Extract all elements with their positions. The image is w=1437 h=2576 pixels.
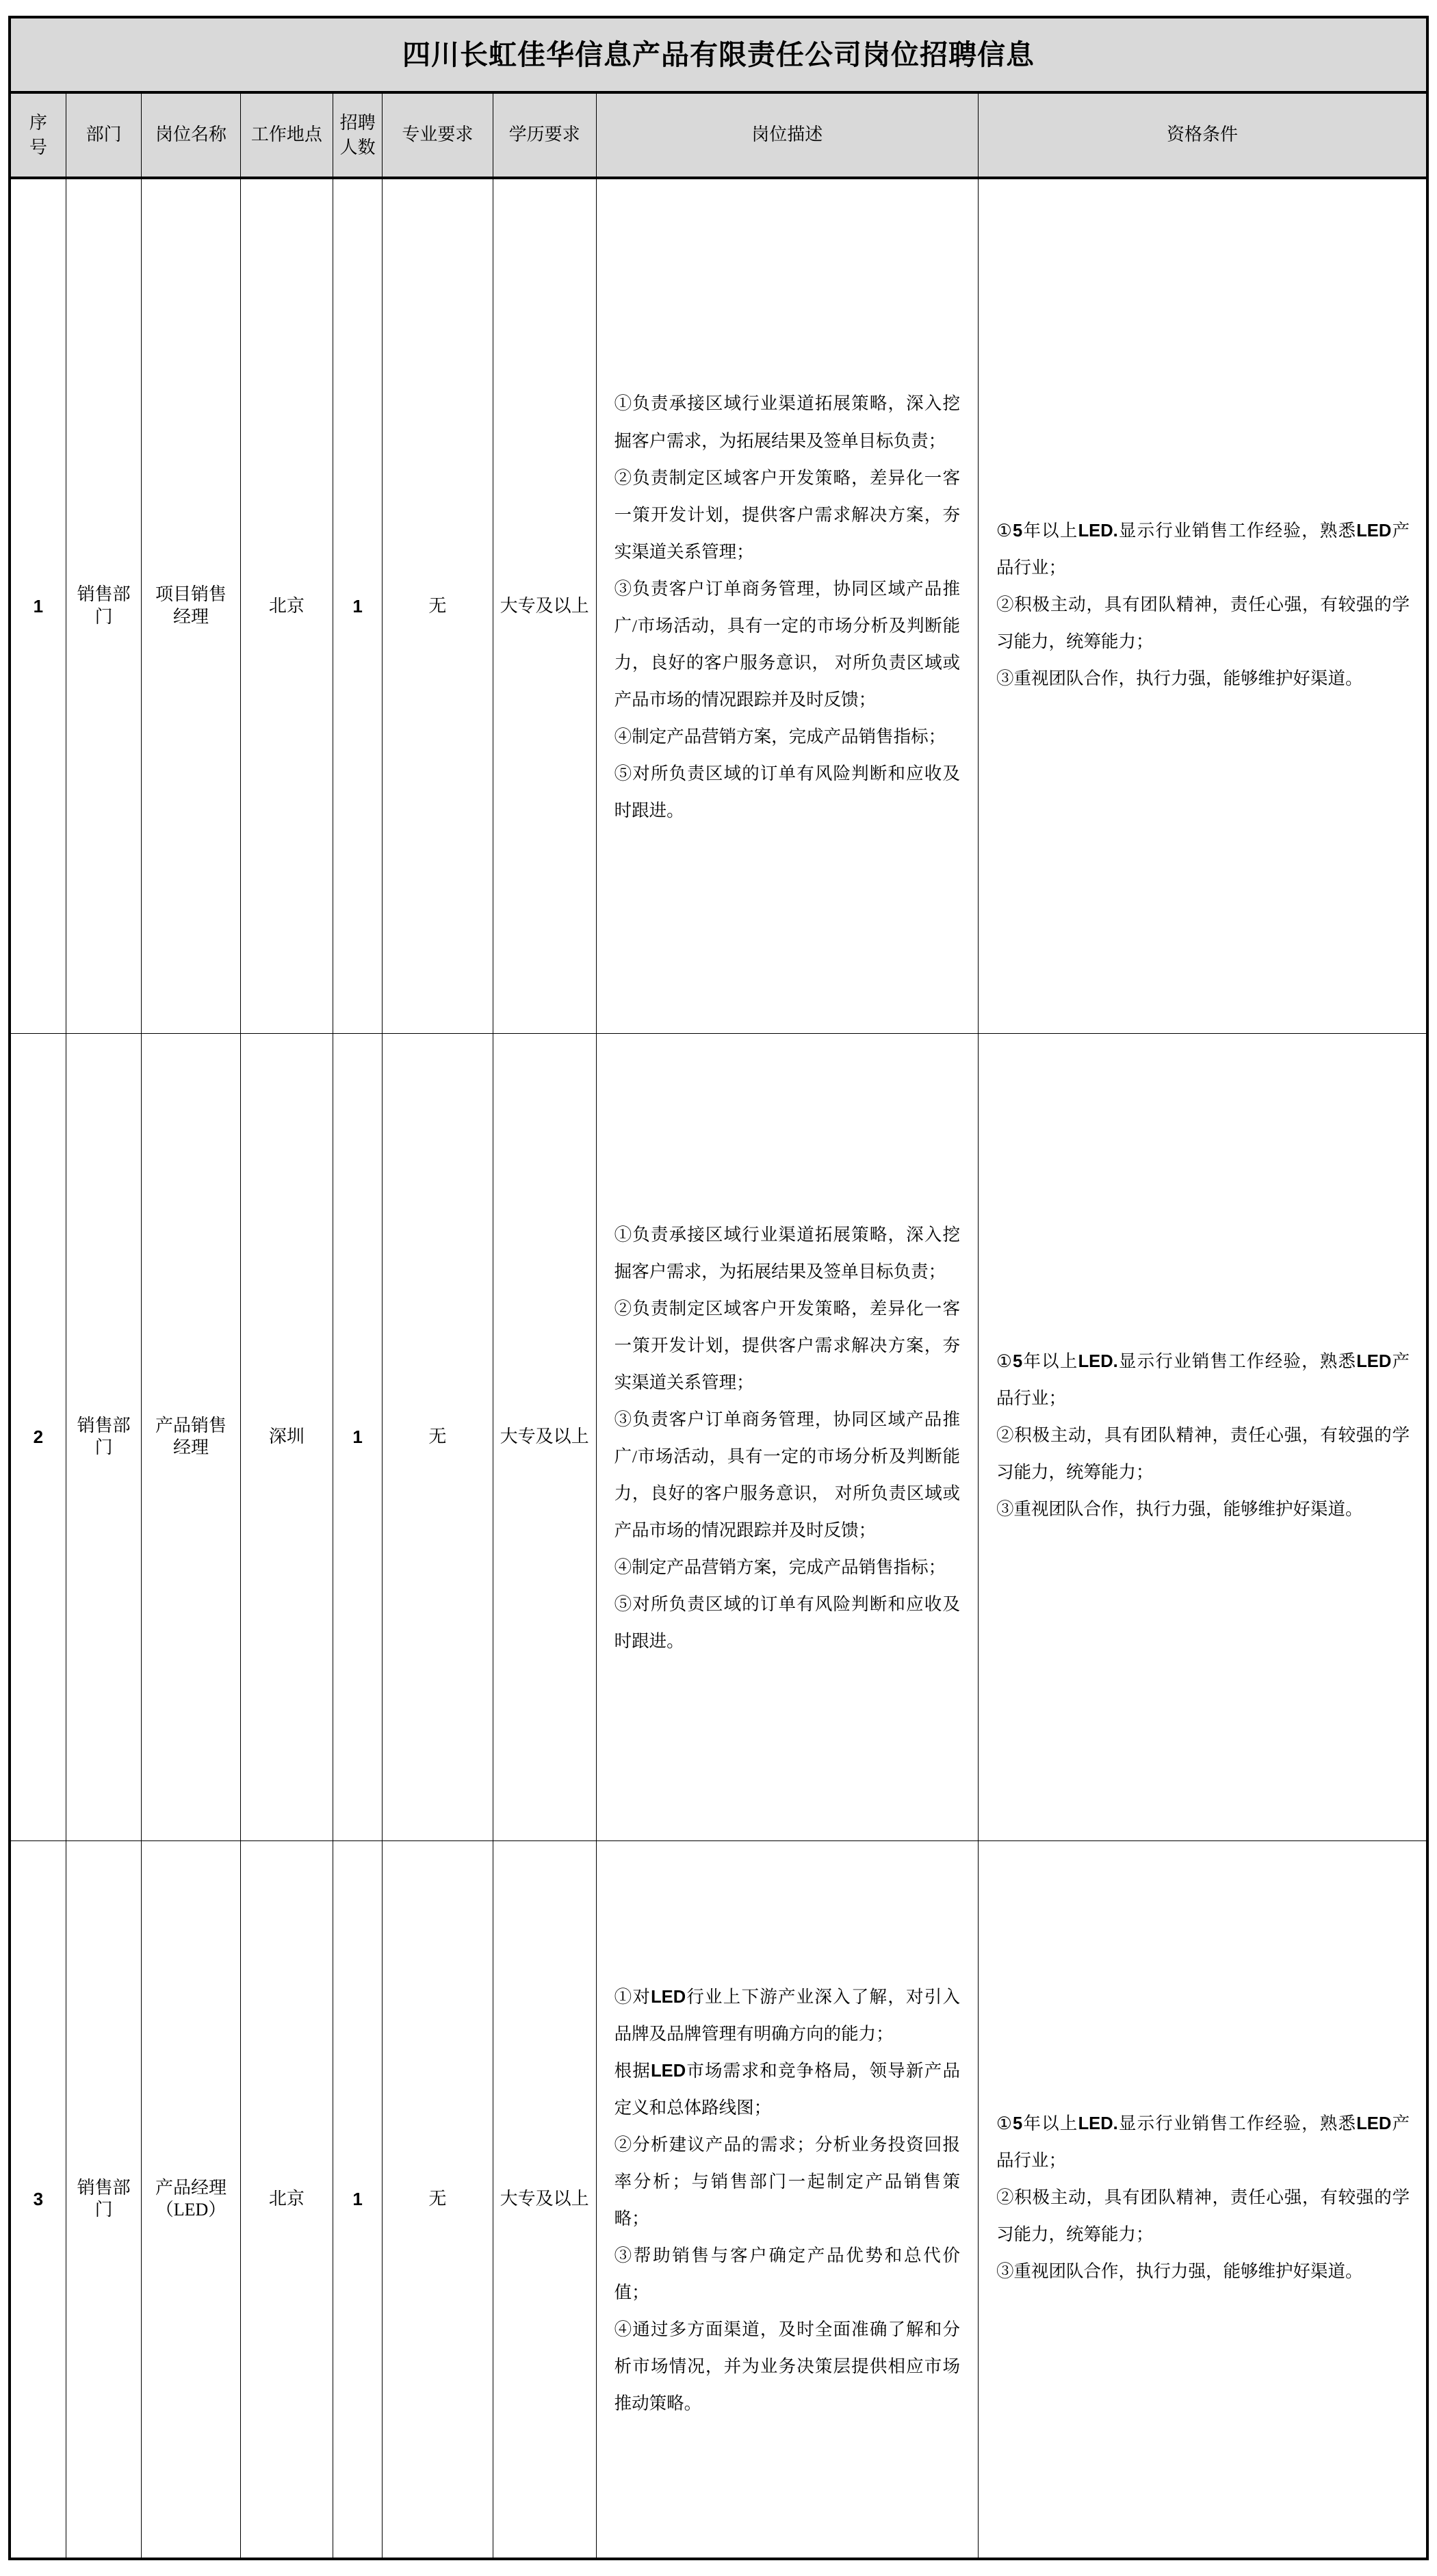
cell-headcount: 1 — [333, 1033, 383, 1840]
column-header-seq — [10, 92, 66, 178]
cell-work-location: 深圳 — [240, 1033, 333, 1840]
column-header-post-name: 岗位名称 — [142, 92, 240, 178]
cell-post-name: 项目销售经理 — [142, 178, 240, 1033]
cell-qualification — [978, 1033, 1427, 1840]
list-item: ②积极主动，具有团队精神，责任心强，有较强的学习能力，统筹能力； — [996, 1424, 1410, 1483]
column-header-seq-line2: 号 — [29, 137, 47, 157]
list-item: ②负责制定区域客户开发策略，差异化一客一策开发计划，提供客户需求解决方案，夯实渠道关系管理； — [614, 1298, 960, 1392]
cell-qualification — [978, 1840, 1427, 2559]
cell-work-location: 北京 — [240, 1840, 333, 2559]
qualification-list — [979, 1329, 1426, 1544]
column-header-work-location: 工作地点 — [240, 92, 333, 178]
column-header-qualification: 资格条件 — [978, 92, 1427, 178]
list-item: ①5年以上LED.显示行业销售工作经验，熟悉LED产品行业； — [996, 520, 1410, 577]
column-header-headcount-line2: 人数 — [339, 137, 376, 157]
column-header-major-requirement: 专业要求 — [383, 92, 493, 178]
list-item: ⑤对所负责区域的订单有风险判断和应收及时跟进。 — [614, 763, 960, 820]
list-item: ③帮助销售与客户确定产品优势和总代价值； — [614, 2246, 960, 2303]
list-item: ②分析建议产品的需求；分析业务投资回报率分析；与销售部门一起制定产品销售策略； — [614, 2135, 960, 2229]
list-item: ①5年以上LED.显示行业销售工作经验，熟悉LED产品行业； — [996, 1351, 1410, 1408]
list-item: ②积极主动，具有团队精神，责任心强，有较强的学习能力，统筹能力； — [996, 2187, 1410, 2245]
cell-post-name: 产品销售经理 — [142, 1033, 240, 1840]
cell-headcount: 1 — [333, 1840, 383, 2559]
table-row — [10, 1033, 1427, 1840]
cell-seq: 3 — [10, 1840, 66, 2559]
cell-major-requirement: 无 — [383, 1840, 493, 2559]
cell-work-location: 北京 — [240, 178, 333, 1033]
table-title-cell — [10, 17, 1427, 92]
column-header-headcount — [333, 92, 383, 178]
list-item: ①对LED行业上下游产业深入了解，对引入品牌及品牌管理有明确方向的能力； — [614, 1986, 960, 2044]
list-item: ⑤对所负责区域的订单有风险判断和应收及时跟进。 — [614, 1594, 960, 1652]
column-header-headcount-line1: 招聘 — [339, 113, 376, 133]
recruitment-table — [8, 16, 1429, 2560]
list-item: ③重视团队合作，执行力强，能够维护好渠道。 — [996, 668, 1363, 688]
table-body — [10, 178, 1427, 2559]
job-description-list — [597, 1196, 978, 1678]
column-header-education-requirement: 学历要求 — [493, 92, 596, 178]
page-title: 四川长虹佳华信息产品有限责任公司岗位招聘信息 — [402, 39, 1035, 70]
cell-education-requirement: 大专及以上 — [493, 178, 596, 1033]
list-item: ③重视团队合作，执行力强，能够维护好渠道。 — [996, 2261, 1363, 2282]
cell-job-description — [596, 1033, 978, 1840]
cell-seq: 1 — [10, 178, 66, 1033]
cell-headcount: 1 — [333, 178, 383, 1033]
cell-job-description — [596, 1840, 978, 2559]
cell-qualification — [978, 178, 1427, 1033]
list-item: ③负责客户订单商务管理，协同区域产品推广/市场活动，具有一定的市场分析及判断能力，良好的客户服务意识， 对所负责区域或产品市场的情况跟踪并及时反馈； — [614, 578, 960, 710]
recruitment-table-container — [8, 16, 1429, 2560]
list-item: ②负责制定区域客户开发策略，差异化一客一策开发计划，提供客户需求解决方案，夯实渠道关系管理； — [614, 467, 960, 562]
list-item: ①负责承接区域行业渠道拓展策略，深入挖掘客户需求，为拓展结果及签单目标负责； — [614, 393, 960, 451]
cell-major-requirement: 无 — [383, 1033, 493, 1840]
list-item: ④制定产品营销方案，完成产品销售指标； — [614, 1557, 946, 1578]
job-description-list — [597, 1958, 978, 2441]
list-item: ③重视团队合作，执行力强，能够维护好渠道。 — [996, 1499, 1363, 1520]
cell-department: 销售部门 — [66, 178, 142, 1033]
cell-department: 销售部门 — [66, 1840, 142, 2559]
list-item: ①负责承接区域行业渠道拓展策略，深入挖掘客户需求，为拓展结果及签单目标负责； — [614, 1224, 960, 1282]
table-row — [10, 1840, 1427, 2559]
list-item: ④通过多方面渠道，及时全面准确了解和分析市场情况，并为业务决策层提供相应市场推动策略。 — [614, 2319, 960, 2414]
qualification-list — [979, 499, 1426, 714]
cell-major-requirement: 无 — [383, 178, 493, 1033]
list-item: ②积极主动，具有团队精神，责任心强，有较强的学习能力，统筹能力； — [996, 594, 1410, 651]
cell-seq: 2 — [10, 1033, 66, 1840]
cell-education-requirement: 大专及以上 — [493, 1840, 596, 2559]
qualification-list — [979, 2092, 1426, 2306]
column-header-seq-line1: 序 — [29, 113, 47, 133]
title-row — [10, 17, 1427, 92]
cell-post-name: 产品经理（LED） — [142, 1840, 240, 2559]
list-item: ③负责客户订单商务管理，协同区域产品推广/市场活动，具有一定的市场分析及判断能力，良好的客户服务意识， 对所负责区域或产品市场的情况跟踪并及时反馈； — [614, 1409, 960, 1541]
column-header-job-description: 岗位描述 — [596, 92, 978, 178]
table-head — [10, 17, 1427, 178]
job-description-list — [597, 365, 978, 847]
list-item: 根据LED市场需求和竞争格局，领导新产品定义和总体路线图； — [614, 2061, 960, 2118]
column-header-row — [10, 92, 1427, 178]
column-header-department: 部门 — [66, 92, 142, 178]
cell-job-description — [596, 178, 978, 1033]
list-item: ④制定产品营销方案，完成产品销售指标； — [614, 726, 946, 746]
cell-education-requirement: 大专及以上 — [493, 1033, 596, 1840]
list-item: ①5年以上LED.显示行业销售工作经验，熟悉LED产品行业； — [996, 2113, 1410, 2171]
table-row — [10, 178, 1427, 1033]
cell-department: 销售部门 — [66, 1033, 142, 1840]
